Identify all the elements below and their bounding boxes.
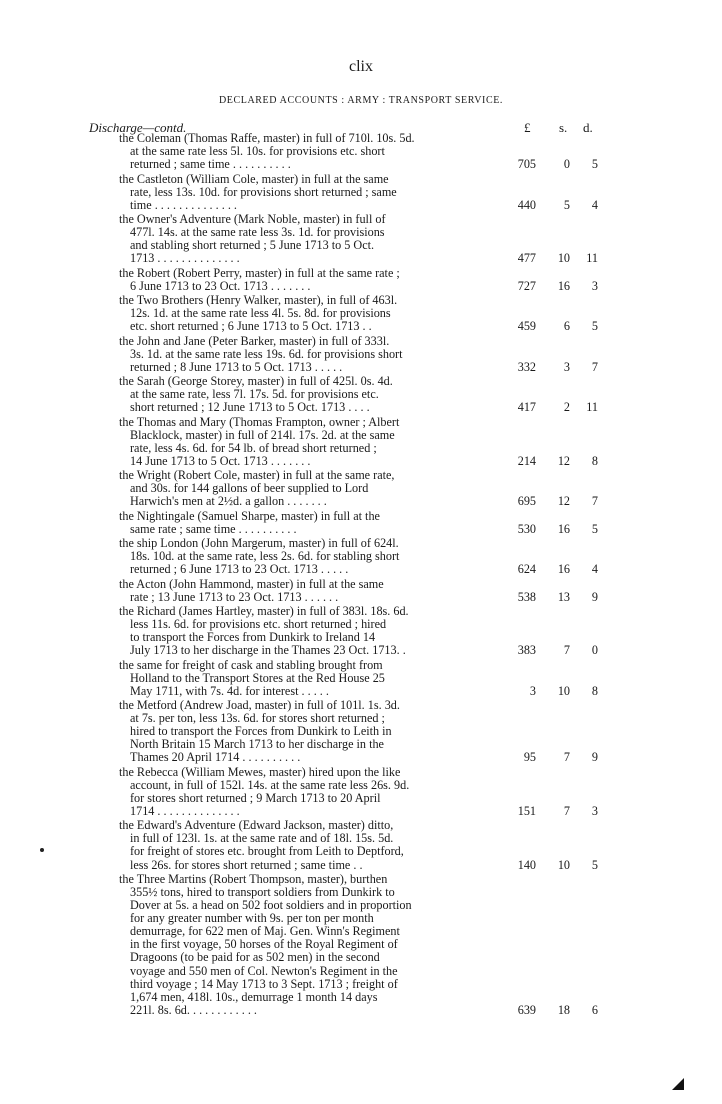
entry-line: 355½ tons, hired to transport soldiers from Dunkirk to: [130, 885, 395, 899]
amount-pounds: 639: [517, 1002, 536, 1017]
amount-pence: 0: [591, 643, 598, 658]
amount-shillings: 16: [557, 521, 570, 536]
amount-shillings: 16: [557, 562, 570, 577]
entry-text: [119, 605, 475, 657]
entry-line: 12s. 1d. at the same rate less 4l. 5s. 8d. for provisions: [130, 307, 391, 321]
entry-text: [119, 537, 475, 576]
entry-line: etc. short returned ; 6 June 1713 to 5 Oct. 1713 . .: [130, 320, 372, 334]
amount-pounds: 705: [517, 157, 536, 172]
entry-line: Harwich's men at 2½d. a gallon . . . . . . .: [130, 495, 327, 509]
entry-line: in full of 123l. 1s. at the same rate and of 18l. 15s. 5d.: [130, 832, 394, 846]
entry-line: rate, less 13s. 10d. for provisions short returned ; same: [130, 185, 397, 199]
entry-text: [119, 375, 475, 414]
entry-text: [119, 294, 475, 333]
amount-shillings: 6: [563, 319, 570, 334]
entry-line: and 30s. for 144 gallons of beer supplied to Lord: [130, 482, 369, 496]
entry-line: Dover at 5s. a head on 502 foot soldiers and in proportion: [130, 899, 412, 913]
amount-shillings: 3: [563, 359, 570, 374]
entry-line: the ship London (John Margerum, master) in full of 624l.: [119, 537, 399, 550]
entry-text: [119, 510, 475, 536]
entry-text: [119, 469, 475, 508]
entry-line: Dragoons (to be paid for as 502 men) in the second: [130, 951, 380, 965]
entry-line: at the same rate, less 7l. 17s. 5d. for provisions etc.: [130, 388, 379, 402]
entry-line: 1,674 men, 418l. 10s., demurrage 1 month 14 days: [130, 990, 378, 1004]
entry-line: 221l. 8s. 6d. . . . . . . . . . . .: [130, 1003, 257, 1017]
amount-shillings: 0: [563, 157, 570, 172]
entry-text: [119, 335, 475, 374]
amount-shillings: 16: [557, 278, 570, 293]
entry-line: voyage and 550 men of Col. Newton's Regiment in the: [130, 964, 398, 978]
amount-pence: 7: [591, 494, 598, 509]
entry-line: rate, less 4s. 6d. for 54 lb. of bread short returned ;: [130, 441, 377, 455]
entry-line: 477l. 14s. at the same rate less 3s. 1d. for provisions: [130, 226, 385, 240]
entry-line: less 26s. for stores short returned ; same time . .: [130, 858, 363, 872]
amount-pounds: 3: [529, 683, 536, 698]
amount-pence: 5: [591, 319, 598, 334]
entry-line: May 1711, with 7s. 4d. for interest . . . . .: [130, 684, 329, 698]
entry-line: in the first voyage, 50 horses of the Royal Regiment of: [130, 938, 398, 952]
entry-text: [119, 873, 475, 1017]
entry-line: hired to transport the Forces from Dunkirk to Leith in: [130, 725, 392, 739]
entry-line: the Metford (Andrew Joad, master) in full of 101l. 1s. 3d.: [119, 699, 400, 712]
entry-line: the Robert (Robert Perry, master) in full at the same rate ;: [119, 266, 400, 280]
margin-mark-icon: [40, 848, 44, 852]
amount-pounds: 695: [517, 494, 536, 509]
entry-line: the Nightingale (Samuel Sharpe, master) in full at the: [119, 509, 380, 523]
amount-pence: 3: [591, 278, 598, 293]
entry-line: the Rebecca (William Mewes, master) hired upon the like: [119, 765, 401, 779]
entry-text: [119, 659, 475, 698]
amount-shillings: 7: [563, 643, 570, 658]
amount-shillings: 7: [563, 803, 570, 818]
amount-pence: 11: [586, 251, 598, 266]
entry-line: third voyage ; 14 May 1713 to 3 Sept. 1713 ; freight of: [130, 977, 398, 991]
amount-pence: 5: [591, 857, 598, 872]
amount-shillings: 7: [563, 750, 570, 765]
entry-line: less 11s. 6d. for provisions etc. short returned ; hired: [130, 617, 387, 631]
entry-line: at 7s. per ton, less 13s. 6d. for stores short returned ;: [130, 712, 385, 726]
amount-pence: 11: [586, 400, 598, 415]
entry-line: for freight of stores etc. brought from Leith to Deptford,: [130, 845, 404, 859]
entry-line: returned ; same time . . . . . . . . . .: [130, 158, 291, 172]
amount-pence: 8: [591, 453, 598, 468]
entry-line: the Richard (James Hartley, master) in full of 383l. 18s. 6d.: [119, 604, 409, 618]
entry-line: rate ; 13 June 1713 to 23 Oct. 1713 . . . . . .: [130, 590, 339, 604]
amount-shillings: 12: [557, 494, 570, 509]
amount-pounds: 530: [517, 521, 536, 536]
entry-line: returned ; 8 June 1713 to 5 Oct. 1713 . . . . .: [130, 360, 343, 374]
entry-text: [119, 766, 475, 818]
entry-line: time . . . . . . . . . . . . . .: [130, 198, 237, 212]
amount-pounds: 417: [517, 400, 536, 415]
entry-line: the same for freight of cask and stabling brought from: [119, 658, 383, 672]
entry-text: [119, 132, 475, 171]
entry-line: 6 June 1713 to 23 Oct. 1713 . . . . . . .: [130, 279, 311, 293]
entry-line: demurrage, for 622 men of Maj. Gen. Winn's Regiment: [130, 925, 400, 939]
entry-text: [119, 699, 475, 764]
entry-line: the Wright (Robert Cole, master) in full at the same rate,: [119, 469, 395, 483]
entry-line: 3s. 1d. at the same rate less 19s. 6d. for provisions short: [130, 347, 403, 361]
amount-shillings: 10: [557, 683, 570, 698]
entry-line: Holland to the Transport Stores at the Red House 25: [130, 671, 385, 685]
entry-line: Blacklock, master) in full of 214l. 17s. 2d. at the same: [130, 428, 395, 442]
amount-pence: 9: [591, 589, 598, 604]
amount-pounds: 727: [517, 278, 536, 293]
entry-line: for any greater number with 9s. per ton per month: [130, 912, 374, 926]
amount-shillings: 10: [557, 251, 570, 266]
amount-shillings: 2: [563, 400, 570, 415]
entry-line: short returned ; 12 June 1713 to 5 Oct. 1713 . . . .: [130, 401, 370, 415]
amount-pence: 9: [591, 750, 598, 765]
amount-pounds: 624: [517, 562, 536, 577]
entry-line: account, in full of 152l. 14s. at the same rate less 26s. 9d.: [130, 778, 410, 792]
entry-line: the Castleton (William Cole, master) in full at the same: [119, 172, 389, 186]
entry-text: [119, 213, 475, 265]
entry-line: 18s. 10d. at the same rate, less 2s. 6d. for stabling short: [130, 550, 400, 564]
entry-line: the Acton (John Hammond, master) in full at the same: [119, 577, 384, 591]
amount-pounds: 459: [517, 319, 536, 334]
entry-line: the Three Martins (Robert Thompson, master), burthen: [119, 872, 388, 886]
amount-shillings: 12: [557, 453, 570, 468]
amount-pounds: 151: [517, 803, 536, 818]
amount-shillings: 18: [557, 1002, 570, 1017]
amount-pounds: 440: [517, 197, 536, 212]
entry-line: for stores short returned ; 9 March 1713 to 20 April: [130, 791, 381, 805]
amount-pounds: 95: [523, 750, 536, 765]
amount-pence: 6: [591, 1002, 598, 1017]
column-heading-shillings: s.: [559, 120, 568, 135]
entry-line: the John and Jane (Peter Barker, master) in full of 333l.: [119, 334, 390, 348]
amount-pounds: 332: [517, 359, 536, 374]
running-head: DECLARED ACCOUNTS : ARMY : TRANSPORT SERVICE.: [218, 95, 504, 106]
section-label: Discharge—contd.: [89, 120, 187, 135]
entry-line: the Thomas and Mary (Thomas Frampton, owner ; Albert: [119, 415, 400, 429]
entry-line: returned ; 6 June 1713 to 23 Oct. 1713 . . . . .: [130, 563, 349, 577]
amount-pounds: 538: [517, 589, 536, 604]
entry-line: July 1713 to her discharge in the Thames 23 Oct. 1713. .: [130, 644, 406, 658]
corner-triangle-icon: [672, 1078, 684, 1090]
entry-text: [119, 416, 475, 468]
column-heading-pence: d.: [583, 120, 593, 135]
page-number: clix: [349, 58, 373, 75]
entry-text: [119, 578, 475, 604]
amount-pounds: 383: [517, 643, 536, 658]
amount-pounds: 214: [517, 453, 536, 468]
entry-line: 1713 . . . . . . . . . . . . . .: [130, 252, 240, 266]
entry-text: [119, 267, 475, 293]
entry-line: the Owner's Adventure (Mark Noble, master) in full of: [119, 213, 386, 226]
amount-pence: 4: [591, 197, 598, 212]
entry-line: Thames 20 April 1714 . . . . . . . . . .: [130, 751, 301, 765]
amount-pence: 3: [591, 803, 598, 818]
entry-line: the Two Brothers (Henry Walker, master), in full of 463l.: [119, 294, 398, 307]
amount-shillings: 13: [557, 589, 570, 604]
amount-shillings: 5: [563, 197, 570, 212]
entry-text: [119, 173, 475, 212]
entry-line: North Britain 15 March 1713 to her discharge in the: [130, 738, 384, 752]
entry-line: and stabling short returned ; 5 June 1713 to 5 Oct.: [130, 239, 375, 253]
amount-pence: 8: [591, 683, 598, 698]
amount-pence: 5: [591, 521, 598, 536]
entry-line: 14 June 1713 to 5 Oct. 1713 . . . . . . .: [130, 454, 311, 468]
amount-pence: 4: [591, 562, 598, 577]
entry-line: the Sarah (George Storey, master) in full of 425l. 0s. 4d.: [119, 375, 393, 388]
entry-line: at the same rate less 5l. 10s. for provisions etc. short: [130, 145, 385, 159]
entry-line: 1714 . . . . . . . . . . . . . .: [130, 804, 240, 818]
amount-pounds: 140: [517, 857, 536, 872]
entry-text: [119, 819, 475, 871]
entry-line: the Coleman (Thomas Raffe, master) in full of 710l. 10s. 5d.: [119, 132, 415, 145]
amount-pence: 5: [591, 157, 598, 172]
column-heading-pounds: £: [524, 120, 531, 135]
amount-pence: 7: [591, 359, 598, 374]
amount-shillings: 10: [557, 857, 570, 872]
entry-line: same rate ; same time . . . . . . . . . .: [130, 522, 297, 536]
amount-pounds: 477: [517, 251, 536, 266]
entry-line: to transport the Forces from Dunkirk to Ireland 14: [130, 631, 376, 645]
entry-line: the Edward's Adventure (Edward Jackson, master) ditto,: [119, 819, 394, 833]
